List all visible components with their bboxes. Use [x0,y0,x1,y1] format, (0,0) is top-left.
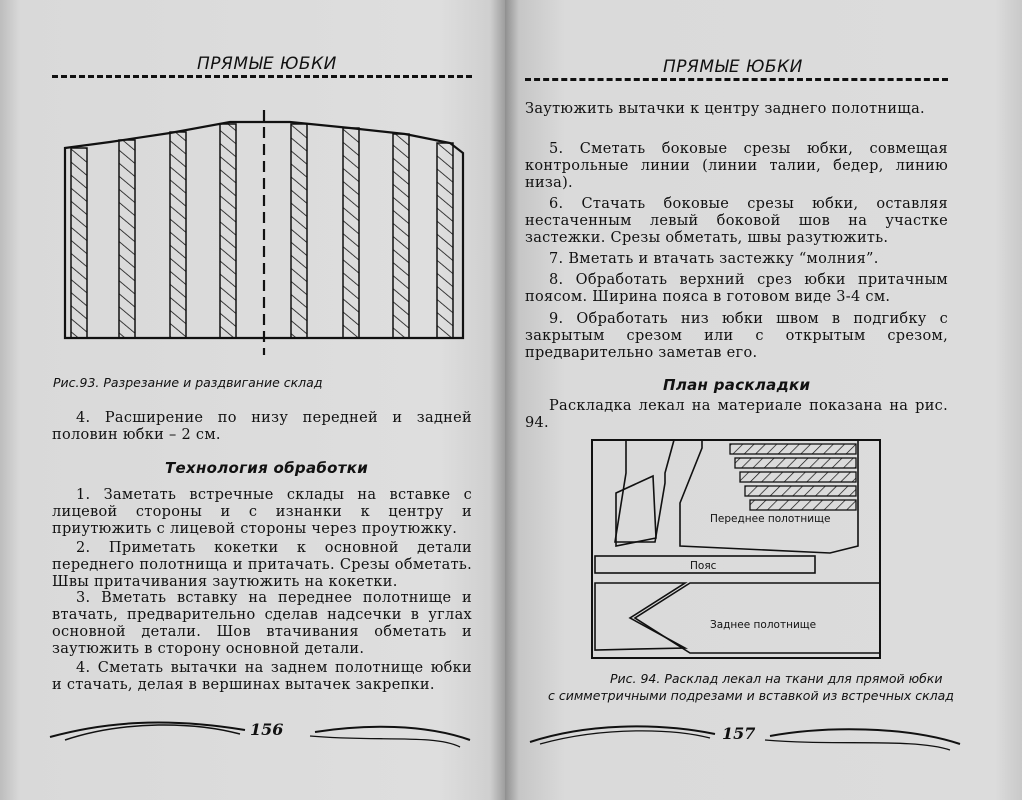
page-number: 157 [722,724,756,743]
step-9: 9. Обработать низ юбки швом в подгибку с закрытым срезом или с открытым срезом, предварительно заметав его. [525,311,948,361]
step-4: 4. Сметать вытачки на заднем полотнище юбки и стачать, делая в вершинах вытачек закрепки. [52,660,472,693]
label-back-panel: Заднее полотнище [710,619,817,631]
label-front-panel: Переднее полотнище [710,513,831,525]
left-page [0,0,505,800]
label-belt: Пояс [690,560,717,572]
step-7: 7. Вметать и втачать застежку “молния”. [549,251,879,267]
section-heading: План раскладки [663,376,811,394]
step-2: 2. Приметать кокетки к основной детали переднего полотнища и притачать. Срезы обметать. Швы притачивания заутюжить на кокетки. [52,540,472,590]
figure-caption-line-1: Рис. 94. Расклад лекал на ткани для прямой юбки [610,671,943,686]
step-5: 5. Сметать боковые срезы юбки, совмещая контрольные линии (линии талии, бедер, линию низа). [525,141,948,191]
paragraph: 4. Расширение по низу передней и задней половин юбки – 2 см. [52,410,472,443]
header-divider [52,75,472,78]
step-1: 1. Заметать встречные склады на вставке с лицевой стороны и с изнанки к центру и приутюжить с лицевой стороны через проутюжку. [52,487,472,537]
section-heading: Технология обработки [165,459,369,477]
paragraph-continued: Заутюжить вытачки к центру заднего полотнища. [525,101,925,117]
step-6: 6. Стачать боковые срезы юбки, оставляя нестаченным левый боковой шов на участке застежки. Срезы обметать, швы разутюжить. [525,196,948,246]
step-8: 8. Обработать верхний срез юбки притачным поясом. Ширина пояса в готовом виде 3-4 см. [525,272,948,305]
header-divider [525,78,948,81]
running-header: ПРЯМЫЕ ЮБКИ [663,57,803,77]
right-page [505,0,1022,800]
page-number: 156 [250,720,284,739]
figure-caption: Рис.93. Разрезание и раздвигание склад [53,375,323,390]
paragraph: Раскладка лекал на материале показана на рис. 94. [525,398,948,431]
figure-caption-line-2: с симметричными подрезами и вставкой из встречных склад [548,688,954,703]
layout-diagram [590,438,885,663]
pleat-cutting-diagram [55,110,475,360]
running-header: ПРЯМЫЕ ЮБКИ [197,54,337,74]
step-3: 3. Вметать вставку на переднее полотнище и втачать, предварительно сделав надсечки в углах основной детали. Шов втачивания обметать и заутюжить в сторону основной детали. [52,590,472,657]
